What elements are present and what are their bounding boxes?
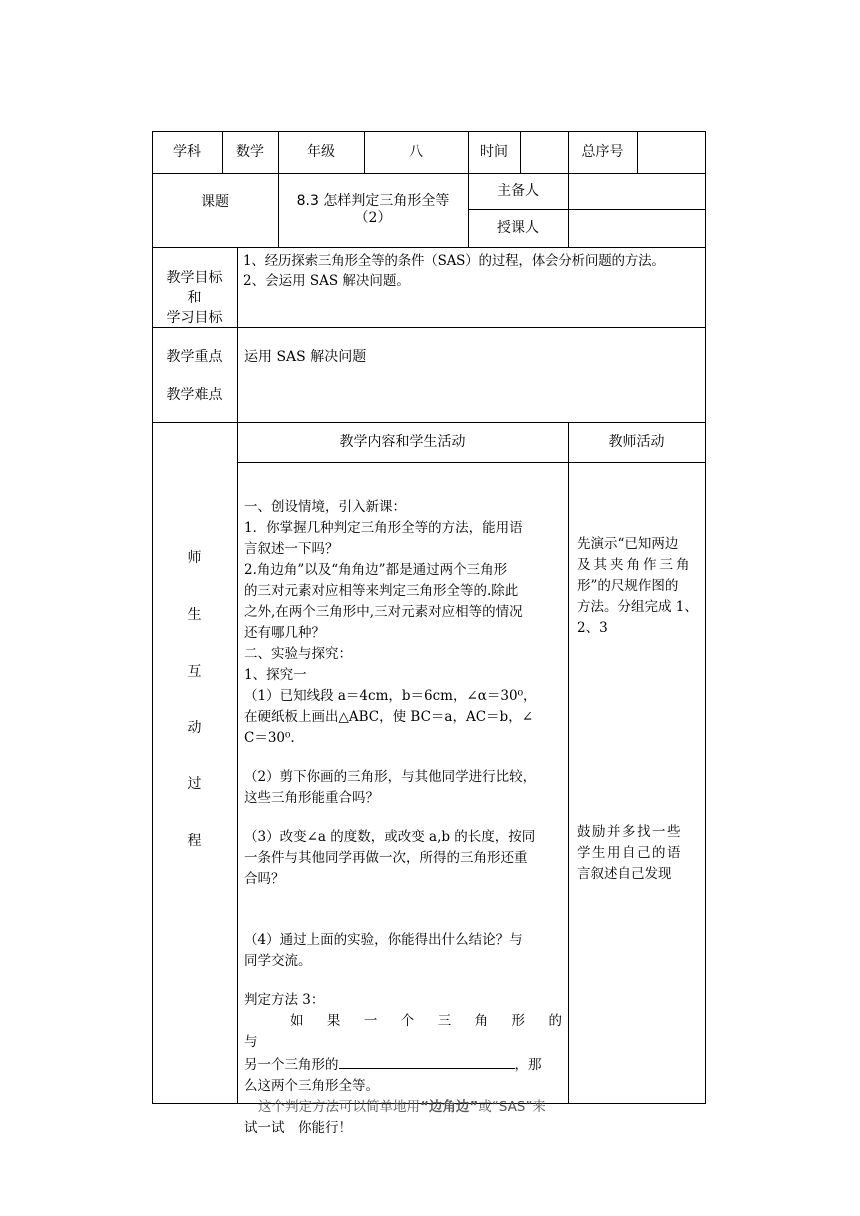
content-line: 1、探究一 [244,667,307,683]
content-line: 么这两个三角形全等。 [244,1078,379,1094]
teacher-line: 鼓励并多找一些 [577,824,682,840]
content-line: （4）通过上面的实验，你能得出什么结论？与 [244,932,523,948]
subject-value: 数学 [236,144,264,160]
content-line: 一条件与其他同学再做一次，所得的三角形还重 [244,850,528,866]
grade-value: 八 [409,144,423,160]
table-border-right [705,131,706,1104]
side-char: 互 [187,664,202,680]
content-line: 二、实验与探究： [244,646,352,662]
side-char: 动 [187,720,202,736]
content-line: 与 [244,1034,258,1050]
row-divider [152,247,706,248]
teacher-activity [577,534,701,639]
side-char: 过 [187,776,202,792]
content-line: 在硬纸板上画出△ABC，使 BC＝a，AC＝b，∠ [244,709,534,725]
col-divider [520,131,521,173]
grade-label: 年级 [307,144,335,160]
key-point-content: 运用 SAS 解决问题 [244,349,367,365]
goal-item-1: 1、经历探索三角形全等的条件（SAS）的过程，体会分析问题的方法。 [243,253,665,269]
teacher-line: 先演示“已知两边 [577,536,679,552]
content-line: 这些三角形能重合吗？ [244,790,379,806]
content-line: 合吗？ [244,871,285,887]
col-divider [237,247,238,1103]
subject-label: 学科 [173,144,201,160]
time-label: 时间 [480,144,508,160]
topic-title-line1: 8.3 怎样判定三角形全等 [296,193,450,209]
teacher-activity-2 [577,822,701,885]
content-line: 试一试 你能行！ [244,1120,352,1136]
content-line: 1．你掌握几种判定三角形全等的方法，能用语 [244,520,523,536]
content-line: 的三对元素对应相等来判定三角形全等的.除此 [244,583,519,599]
content-line: （1）已知线段 a＝4cm，b＝6cm，∠α＝30⁰， [244,688,537,704]
content-line: 一、创设情境，引入新课： [244,499,406,515]
teacher-line: 言叙述自己发现 [577,866,672,882]
content-line: C＝30⁰. [244,730,295,746]
goals-label-line1: 教学目标 [166,270,223,286]
row-divider [237,462,706,463]
row-divider [152,173,706,174]
topic-title-line2: （2） [354,210,392,226]
col-divider [637,131,638,173]
content-line: 判定方法 3： [244,992,325,1008]
content-column-header: 教学内容和学生活动 [339,434,466,450]
teacher-column-header: 教师活动 [608,434,665,450]
content-line-justified: 如 果 一 个 三 角 形 的 [290,1013,562,1029]
teacher-line: 及其夹角作三角 [577,557,693,573]
key-point-label: 教学重点 [166,349,223,365]
topic-label: 课题 [201,194,229,210]
content-line: 言叙述一下吗？ [244,541,339,557]
serial-label: 总序号 [581,144,624,160]
row-divider [152,422,706,423]
side-char: 师 [187,550,202,566]
side-char: 生 [187,607,202,623]
teacher-line: 形”的尺规作图的 [577,578,679,594]
goal-item-2: 2、会运用 SAS 解决问题。 [243,273,410,289]
content-line: 2.角边角”以及“角角边”都是通过两个三角形 [244,562,508,578]
col-divider [568,173,569,247]
content-line: 同学交流。 [244,953,312,969]
content-line: 之外,在两个三角形中,三对元素对应相等的情况 [244,604,523,620]
content-line: （3）改变∠a 的度数，或改变 a,b 的长度，按同 [244,829,536,845]
answer-blank[interactable] [339,1053,515,1069]
teacher-line: 2、3 [577,620,608,636]
content-line: 还有哪几种？ [244,625,325,641]
goals-label-line3: 学习目标 [166,310,223,326]
lecturer-label: 授课人 [497,220,539,236]
content-line-sas: 这个判定方法可以简单地用“边角边”或“SAS”来 [258,1099,546,1115]
difficulty-label: 教学难点 [166,387,223,403]
col-divider [568,422,569,1103]
row-divider [468,209,706,210]
goals-label-line2: 和 [187,290,202,306]
side-char: 程 [187,833,202,849]
content-line: （2）剪下你画的三角形，与其他同学进行比较， [244,769,537,785]
content-line-with-blank: 另一个三角形的 ，那 [244,1053,566,1076]
teacher-line: 学生用自己的语 [577,845,682,861]
planner-label: 主备人 [497,183,539,199]
teaching-content [244,497,566,1139]
table-border-top [152,131,706,132]
teacher-line: 方法。分组完成 1、 [577,599,698,615]
